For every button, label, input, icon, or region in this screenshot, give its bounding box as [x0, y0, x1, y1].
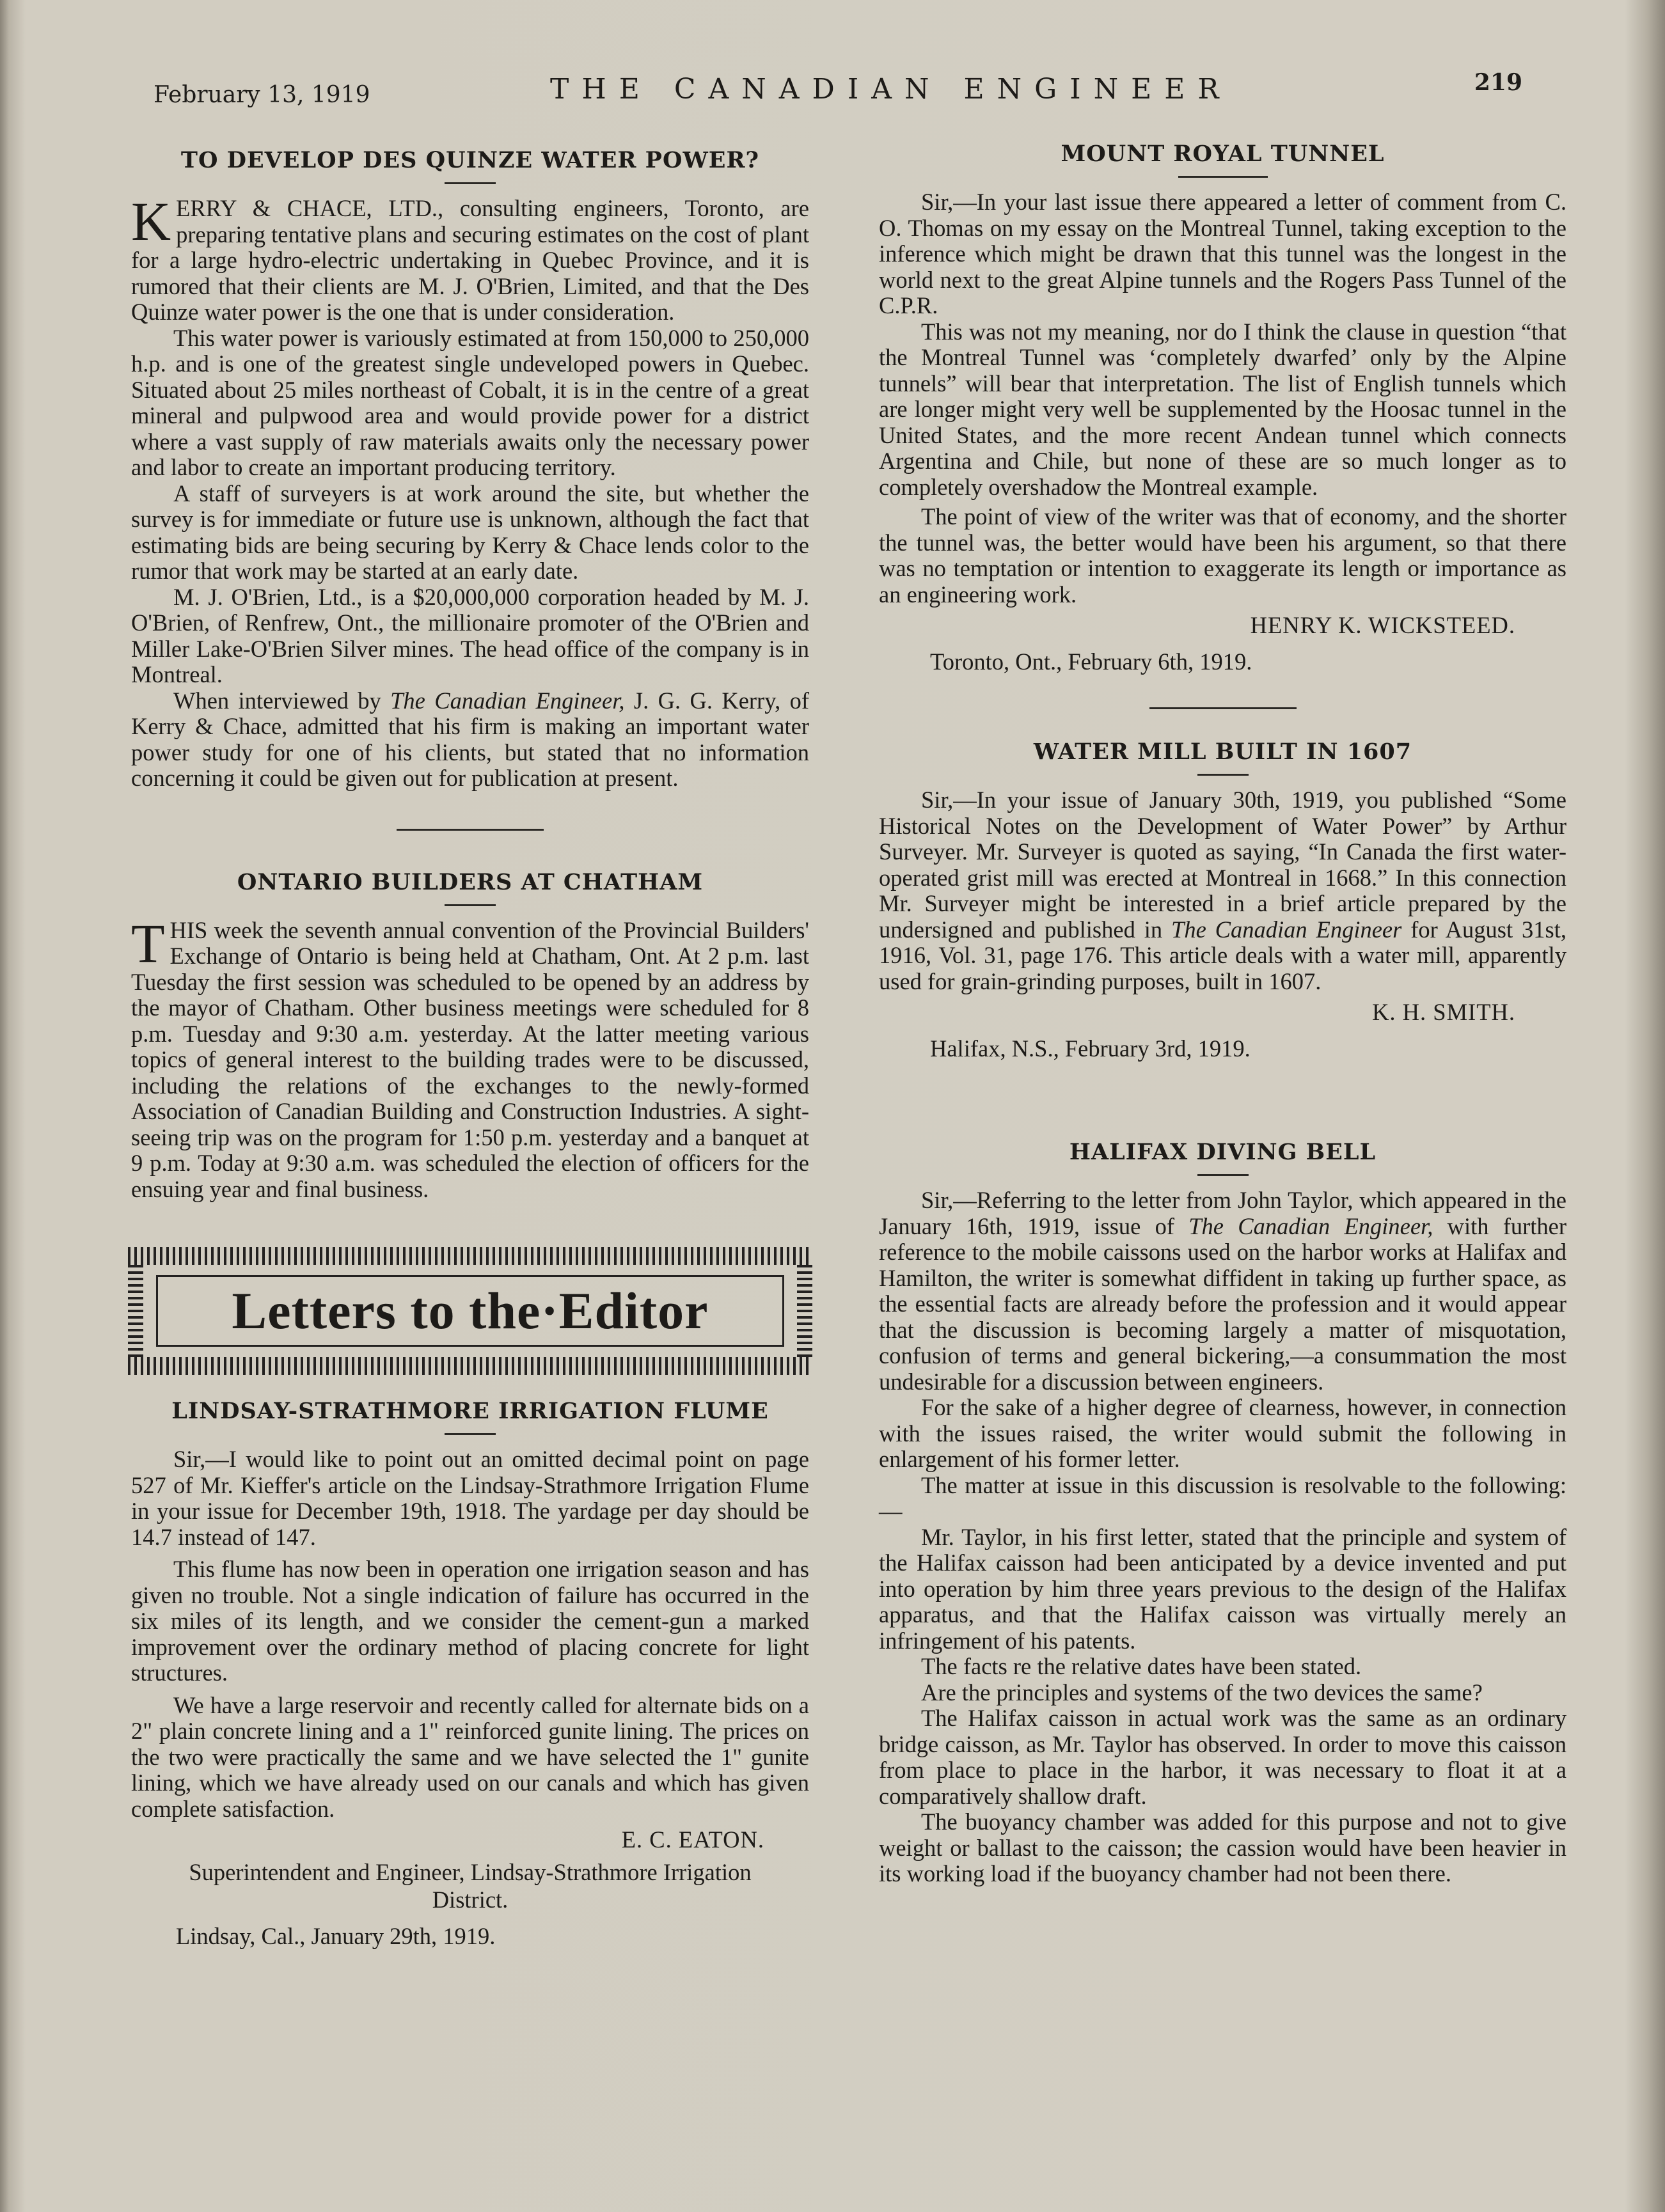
issue-date: February 13, 1919 [154, 82, 370, 108]
article-paragraph: The matter at issue in this discussion is resolvable to the following:— [879, 1471, 1566, 1524]
article-paragraph: This water power is variously estimated at from 150,000 to 250,000 h.p. and is one of the greatest single undeveloped powers in Quebec. Situated about 25 miles northeast of Cobalt, it is in the centre of a great mineral and pulpwood area and would provide power for a district where a vast supply of raw materials awaits only the necessary power and labor to create an important producing territory. [131, 324, 809, 480]
title-rule [445, 904, 496, 906]
letters-to-editor-banner [128, 1247, 812, 1375]
article-paragraph: KERRY & CHACE, LTD., consulting engineers, Toronto, are preparing tentative plans and securing estimates on the cost of plant for a large hydro-electric undertaking in Quebec Province, and it is rumored that their clients are M. J. O'Brien, Limited, and that the Des Quinze water power is the one that is under consideration. [131, 191, 809, 325]
banner-border-bottom [128, 1357, 812, 1375]
publication-title: THE CANADIAN ENGINEER [550, 73, 1232, 106]
article-paragraph: Sir,—In your issue of January 30th, 1919, you published “Some Historical Notes on the Development of Water Power” by Arthur Surveyer. Mr. Surveyer is quoted as saying, “In Canada the first water-operated grist mill was erected at Montreal in 1668.” In this connection Mr. Surveyer might be interested in a brief article prepared by the undersigned and published in The Canadian Engineer for August 31st, 1916, Vol. 31, page 176. This article deals with a water mill, apparently used for grain-grinding purposes, built in 1607. [879, 787, 1566, 994]
letter-place-date: Lindsay, Cal., January 29th, 1919. [176, 1923, 496, 1949]
running-header [154, 64, 1522, 115]
letter-signature: HENRY K. WICKSTEED. [1250, 612, 1515, 638]
article-paragraph: Sir,—In your last issue there appeared a letter of comment from C. O. Thomas on my essay on the Montreal Tunnel, taking exception to the inference which might be drawn that this tunnel was the longest in the world next to the great Alpine tunnels and the Rogers Pass Tunnel of the C.P.R. [879, 189, 1566, 318]
article-paragraph: A staff of surveyers is at work around the site, but whether the survey is for immediate or future use is unknown, although the fact that estimating bids are being securing by Kerry & Chace lends color to the rumor that work may be started at an early date. [131, 480, 809, 584]
article-paragraph: The Halifax caisson in actual work was the same as an ordinary bridge caisson, as Mr. Taylor has observed. In order to move this caisson from place to place in the harbor, it was necessary to float it at a comparatively shallow draft. [879, 1705, 1566, 1809]
article-ontario-builders [131, 869, 809, 1203]
article-des-quinze [131, 128, 809, 792]
article-paragraph: Are the principles and systems of the two devices the same? [921, 1679, 1483, 1706]
article-title: WATER MILL BUILT IN 1607 [1033, 739, 1412, 765]
title-rule [1197, 774, 1249, 776]
article-paragraph: This flume has now been in operation one irrigation season and has given no trouble. Not a single indication of failure has occurred in the six miles of its length, and we consider the cement-gun a marked improvement over the ordinary method of placing concrete for light structures. [131, 1556, 809, 1686]
article-paragraph: M. J. O'Brien, Ltd., is a $20,000,000 corporation headed by M. J. O'Brien, of Renfrew, Ont., the millionaire promoter of the O'Brien and Miller Lake-O'Brien Silver mines. The head office of the company is in Montreal. [131, 583, 809, 687]
article-paragraph: Mr. Taylor, in his first letter, stated that the principle and system of the Halifax caisson had been anticipated by a device invented and put into operation by him three years previous to the design of the Halifax apparatus, and that the Halifax caisson was virtually merely an infringement of his patents. [879, 1523, 1566, 1654]
article-title: HALIFAX DIVING BELL [1069, 1139, 1377, 1165]
article-title: TO DEVELOP DES QUINZE WATER POWER? [180, 147, 760, 173]
right-column [879, 128, 1566, 1887]
article-title: MOUNT ROYAL TUNNEL [1061, 141, 1385, 167]
article-halifax-diving-bell [879, 1139, 1566, 1887]
article-paragraph: For the sake of a higher degree of clearness, however, in connection with the issues raised, the writer would submit the following in enlargement of his former letter. [879, 1394, 1566, 1472]
banner-border-left [128, 1265, 143, 1357]
article-paragraph: THIS week the seventh annual convention of the Provincial Builders' Exchange of Ontario is being held at Chatham, Ont. At 2 p.m. last Tuesday the first session was scheduled to be opened by an address by the mayor of Chatham. Other business meetings were scheduled for 8 p.m. Tuesday and 9:30 a.m. yesterday. At the latter meeting various topics of general interest to the building trades were to be discussed, including the relations of the exchanges to the newly-formed Association of Canadian Building and Construction Industries. A sight-seeing trip was on the program for 1:50 p.m. yesterday and a banquet at 9 p.m. Today at 9:30 a.m. was scheduled the election of officers for the ensuing year and final business. [131, 912, 809, 1202]
article-paragraph: The point of view of the writer was that of economy, and the shorter the tunnel was, the better would have been his argument, so that there was no temptation or intention to exaggerate its length or importance as an engineering work. [879, 503, 1566, 608]
article-paragraph: The buoyancy chamber was added for this purpose and not to give weight or ballast to the caisson; the cassion would have been heavier in its working load if the buoyancy chamber had not been there. [879, 1808, 1566, 1886]
page-number: 219 [1474, 69, 1522, 96]
banner-frame [156, 1275, 784, 1347]
section-divider [397, 829, 544, 831]
article-paragraph: Sir,—Referring to the letter from John Taylor, which appeared in the January 16th, 1919, issue of The Canadian Engineer, with further reference to the mobile caissons used on the harbor works at Halifax and Hamilton, the writer is somewhat diffident in taking up further space, as the essential facts are already before the profession and it would appear that the discussion is becoming largely a matter of misquotation, confusion of terms and general bickering,—a consummation the most undesirable for a discussion between engineers. [879, 1187, 1567, 1395]
article-paragraph: We have a large reservoir and recently called for alternate bids on a 2" plain concrete lining and a 1" reinforced gunite lining. The prices on the two were practically the same and we have selected the 1" gunite lining, which we have already used on our canals and which has given complete satisfaction. [131, 1691, 809, 1822]
article-paragraph: This was not my meaning, nor do I think the clause in question “that the Montreal Tunnel was ‘completely dwarfed’ only by the Alpine tunnels” will bear that interpretation. The list of English tunnels which are longer might very well be supplemented by the Hoosac tunnel in the United States, and the more recent Andean tunnel which connects Argentina and Chile, but none of these are so much longer as to completely overshadow the Montreal example. [879, 318, 1566, 500]
left-column [131, 128, 809, 1950]
letter-signature: K. H. SMITH. [1372, 999, 1515, 1025]
banner-border-right [797, 1265, 812, 1357]
title-rule [445, 1433, 496, 1435]
title-rule [1197, 1174, 1249, 1176]
title-rule [445, 182, 496, 184]
section-divider [1149, 707, 1297, 709]
signatory-affiliation: Superintendent and Engineer, Lindsay-Strathmore Irrigation District. [189, 1859, 752, 1913]
letter-place-date: Halifax, N.S., February 3rd, 1919. [930, 1035, 1251, 1062]
article-lindsay-flume [131, 1398, 809, 1950]
banner-title: Letters to the·Editor [232, 1282, 709, 1340]
article-water-mill [879, 739, 1566, 1062]
letter-place-date: Toronto, Ont., February 6th, 1919. [930, 648, 1252, 675]
article-paragraph: When interviewed by The Canadian Engineer, J. G. G. Kerry, of Kerry & Chace, admitted that his firm is making an important water power study for one of his clients, but stated that no information concerning it could be given out for publication at present. [131, 687, 810, 791]
article-title: LINDSAY-STRATHMORE IRRIGATION FLUME [171, 1398, 769, 1424]
letter-signature: E. C. EATON. [621, 1826, 764, 1853]
article-title: ONTARIO BUILDERS AT CHATHAM [237, 868, 704, 895]
article-paragraph: Sir,—I would like to point out an omitted decimal point on page 527 of Mr. Kieffer's article on the Lindsay-Strathmore Irrigation Flume in your issue for December 19th, 1918. The yardage per day should be 14.7 instead of 147. [131, 1446, 809, 1550]
article-mount-royal-tunnel [879, 128, 1566, 675]
banner-border-top [128, 1247, 812, 1265]
article-paragraph: The facts re the relative dates have been stated. [921, 1653, 1362, 1679]
drop-cap: T [131, 912, 165, 974]
title-rule [1178, 176, 1268, 178]
drop-cap: K [131, 191, 171, 252]
